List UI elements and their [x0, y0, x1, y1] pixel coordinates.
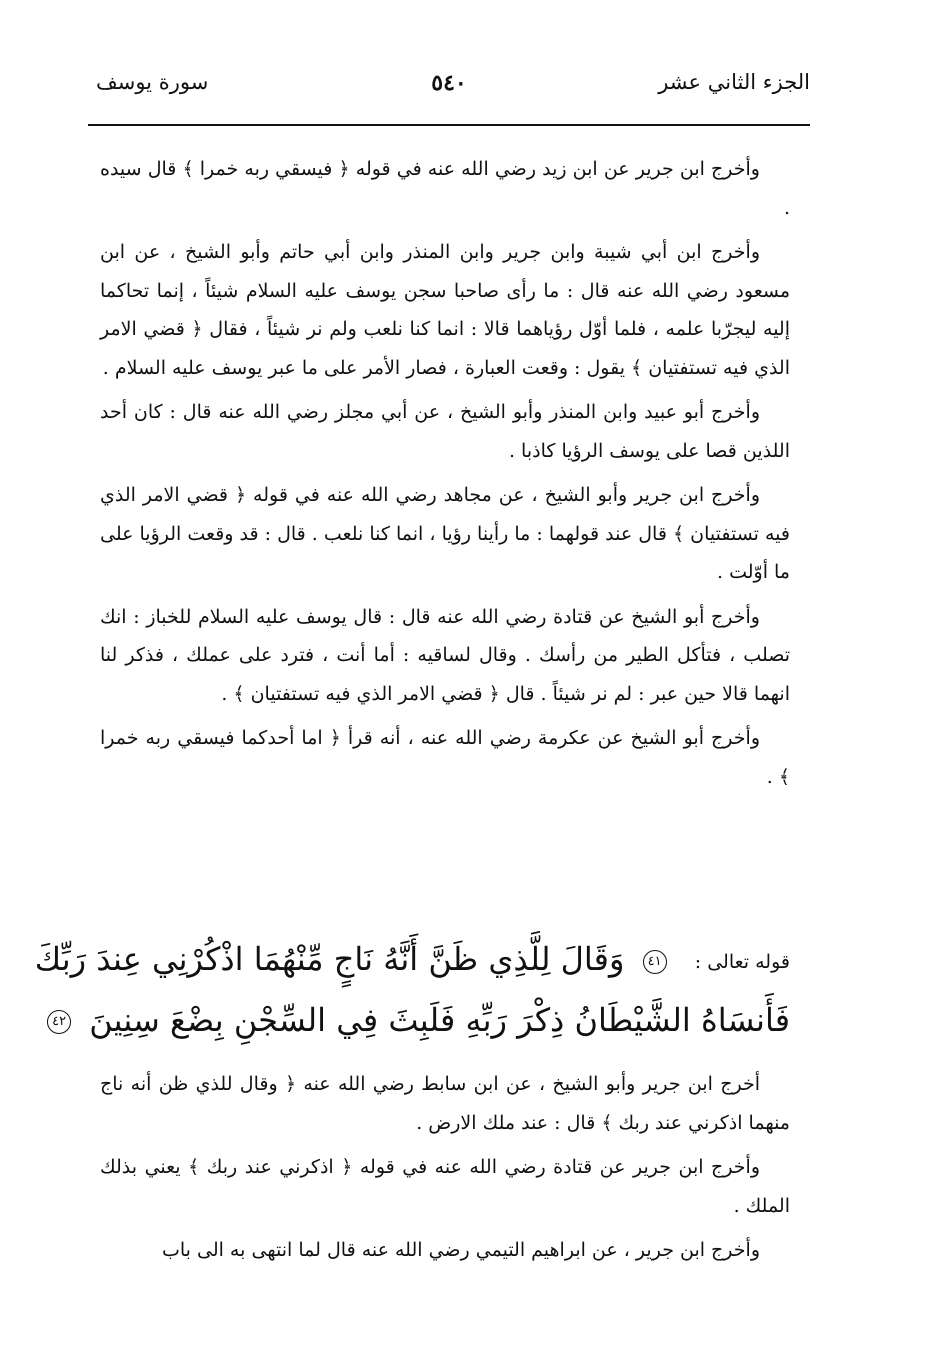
paragraph: وأخرج ابن جرير ، عن ابراهيم التيمي رضي الله عنه قال لما انتهى به الى باب — [161, 1239, 760, 1261]
verse-intro-label: قوله تعالى : — [694, 950, 790, 973]
surah-title: سورة يوسف — [96, 70, 209, 94]
paragraph: وأخرج ابن أبي شيبة وابن جرير وابن المنذر وابن أبي حاتم وأبو الشيخ ، عن ابن مسعود رضي الله عنه قال : ما رأى صاحبا سجن يوسف عليه السلام شيئاً ، إنما تحاكما إليه ليجرّبا علمه ، فلما أوّل رؤياهما قالا : انما كنا نلعب ولم نر شيئاً ، فقال ﴿ قضي الامر الذي فيه تستفتيان ﴾ يقول : وقعت العبارة ، فصار الأمر على ما عبر يوسف عليه السلام . — [100, 241, 790, 379]
paragraph: وأخرج ابن جرير وأبو الشيخ ، عن مجاهد رضي الله عنه في قوله ﴿ قضي الامر الذي فيه تستفتيان ﴾ قال عند قولهما : ما رأينا رؤيا ، انما كنا نلعب . قال : قد وقعت الرؤيا على ما أوّلت . — [100, 484, 790, 583]
paragraph: وأخرج أبو الشيخ عن قتادة رضي الله عنه قال : قال يوسف عليه السلام للخباز : انك تصلب ، فتأكل الطير من رأسك . وقال لساقيه : أما أنت ، فترد على عملك ، فذكر لنا انهما قالا حين عبر : لم نر شيئاً . قال ﴿ قضي الامر الذي فيه تستفتيان ﴾ . — [100, 605, 790, 705]
page-header — [88, 70, 810, 110]
commentary-section-2 — [100, 1065, 790, 1276]
paragraph: أخرج ابن جرير وأبو الشيخ ، عن ابن سابط رضي الله عنه ﴿ وقال للذي ظن أنه ناج منهما اذكرني عند ربك ﴾ قال : عند ملك الارض . — [100, 1073, 790, 1134]
verse-line-1 — [34, 930, 790, 991]
paragraph: وأخرج ابن جرير عن قتادة رضي الله عنه في قوله ﴿ اذكرني عند ربك ﴾ يعني بذلك الملك . — [100, 1156, 790, 1217]
part-title: الجزء الثاني عشر — [658, 70, 810, 94]
commentary-section-1 — [100, 150, 790, 802]
verse-line-2 — [52, 991, 790, 1049]
paragraph: وأخرج ابن جرير عن ابن زيد رضي الله عنه في قوله ﴿ فيسقي ربه خمرا ﴾ قال سيده . — [100, 158, 790, 219]
verse-number-start: ٤١ — [643, 950, 667, 974]
paragraph: وأخرج أبو عبيد وابن المنذر وأبو الشيخ ، عن أبي مجلز رضي الله عنه قال : كان أحد اللذين قصا على يوسف الرؤيا كاذبا . — [100, 401, 790, 462]
verse-text-2: فَأَنسَاهُ الشَّيْطَانُ ذِكْرَ رَبِّهِ فَلَبِثَ فِي السِّجْنِ بِضْعَ سِنِينَ — [89, 1000, 790, 1039]
verse-number-end: ٤٢ — [47, 1010, 71, 1034]
page-number: ٥٤٠ — [431, 70, 467, 96]
verse-text-1: وَقَالَ لِلَّذِي ظَنَّ أَنَّهُ نَاجٍ مِّنْهُمَا اذْكُرْنِي عِندَ رَبِّكَ — [34, 940, 625, 978]
paragraph: وأخرج أبو الشيخ عن عكرمة رضي الله عنه ، أنه قرأ ﴿ اما أحدكما فيسقي ربه خمرا ﴾ . — [100, 727, 790, 788]
quran-verse-block — [34, 930, 790, 1049]
header-divider — [88, 124, 810, 126]
